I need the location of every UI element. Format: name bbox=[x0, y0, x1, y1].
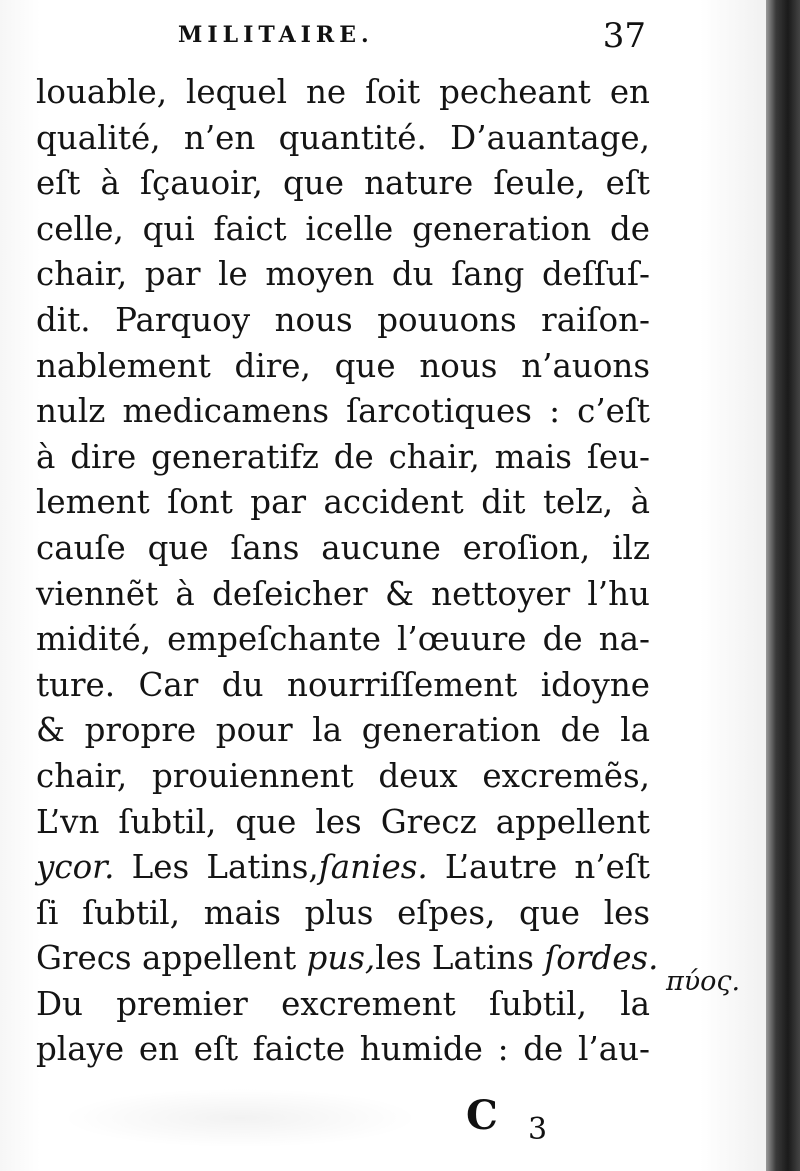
text-line: ycor. Les Latins,ſanies. L’autre n’eſt bbox=[36, 848, 650, 887]
text-line: lement ſont par accident dit telz, à bbox=[36, 483, 650, 522]
italic-term: ſordes. bbox=[544, 939, 659, 978]
text-line: eſt à ſçauoir, que nature ſeule, eſt bbox=[36, 164, 650, 203]
page-number: 37 bbox=[602, 16, 646, 56]
text-line: L’vn ſubtil, que les Grecz appellent bbox=[36, 802, 650, 841]
text-line: dit. Parquoy nous pouuons raiſon- bbox=[36, 300, 650, 339]
text-line: Du premier excrement ſubtil, la bbox=[36, 984, 650, 1023]
text-line: ſi ſubtil, mais plus eſpes, que les bbox=[36, 893, 650, 932]
italic-term: ycor. bbox=[36, 848, 115, 887]
text-line: Grecs appellent pus,les Latins ſordes. bbox=[36, 939, 659, 978]
text-line: playe en eſt faicte humide : de l’au- bbox=[36, 1030, 650, 1069]
italic-term: ſanies. bbox=[318, 848, 428, 887]
text-line: ture. Car du nourriſſement idoyne bbox=[36, 665, 650, 704]
text-line: celle, qui faict icelle generation de bbox=[36, 209, 650, 248]
text-line: louable, lequel ne ſoit pecheant en bbox=[36, 73, 650, 111]
text-line: à dire generatifz de chair, mais ſeu- bbox=[36, 437, 650, 476]
margin-note: πύος. bbox=[666, 966, 741, 997]
text-line: nulz medicamens ſarcotiques : c’eſt bbox=[36, 392, 650, 431]
page-header bbox=[38, 16, 658, 60]
signature-mark: C bbox=[466, 1092, 498, 1139]
body-text bbox=[36, 70, 659, 1073]
show-through-shadow bbox=[60, 1088, 420, 1148]
text-line: & propre pour la generation de la bbox=[36, 711, 650, 750]
running-head: MILITAIRE. bbox=[178, 22, 374, 48]
text-line: midité, empeſchante l’œuure de na- bbox=[36, 620, 650, 659]
text-line: chair, par le moyen du ſang deſſuſ- bbox=[36, 255, 650, 294]
signature-number: 3 bbox=[528, 1112, 548, 1147]
text-line: cauſe que ſans aucune eroſion, ilz bbox=[36, 528, 650, 567]
text-line: chair, prouiennent deux excremẽs, bbox=[36, 756, 650, 795]
text-line: qualité, n’en quantité. D’auantage, bbox=[36, 118, 650, 157]
italic-term: pus, bbox=[306, 939, 376, 978]
text-line: nablement dire, que nous n’auons bbox=[36, 346, 650, 385]
text-line: viennẽt à deſeicher & nettoyer l’hu bbox=[36, 574, 650, 613]
book-spine-shadow bbox=[766, 0, 800, 1171]
